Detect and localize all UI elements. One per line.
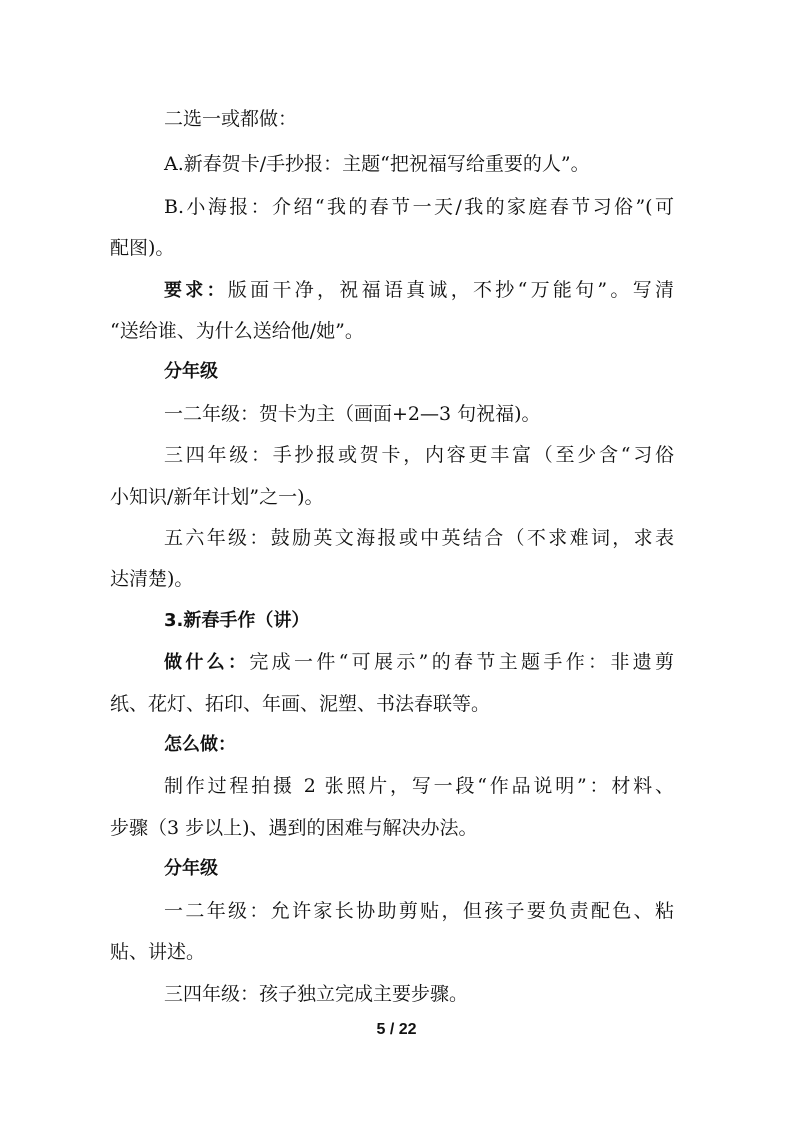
what-label: 做什么： xyxy=(164,652,250,673)
text-line: 五六年级：鼓励英文海报或中英结合（不求难词，求表 xyxy=(164,527,674,549)
text-line: 纸、花灯、拓印、年画、泥塑、书法春联等。 xyxy=(110,693,491,715)
text-line: B.小海报：介绍“我的春节一天/我的家庭春节习俗”(可 xyxy=(164,196,674,218)
text-line: 小知识/新年计划”之一)。 xyxy=(110,486,324,508)
text-line: 步骤（3 步以上)、遇到的困难与解决办法。 xyxy=(110,817,478,839)
text-line: 三四年级：孩子独立完成主要步骤。 xyxy=(164,983,469,1005)
text-line: 一二年级：允许家长协助剪贴，但孩子要负责配色、粘 xyxy=(164,900,674,922)
requirement-text: 版面干净，祝福语真诚，不抄“万能句”。写清 xyxy=(227,279,674,301)
what-text: 完成一件“可展示”的春节主题手作：非遗剪 xyxy=(249,651,675,673)
requirement-label: 要求： xyxy=(164,280,228,301)
text-line: 制作过程拍摄 2 张照片，写一段“作品说明”：材料、 xyxy=(164,775,674,797)
text-line xyxy=(164,647,674,674)
section-heading: 分年级 xyxy=(164,858,218,879)
page-number: 5 / 22 xyxy=(376,1021,417,1038)
text-line: 一二年级：贺卡为主（画面+2—3 句祝福)。 xyxy=(164,403,541,425)
text-line xyxy=(164,275,674,302)
section-heading: 3.新春手作（讲） xyxy=(164,610,310,631)
text-line: 配图)。 xyxy=(110,237,175,259)
section-heading: 怎么做： xyxy=(164,734,236,755)
text-line: 三四年级：手抄报或贺卡，内容更丰富（至少含“习俗 xyxy=(164,444,674,466)
text-line: 二选一或都做： xyxy=(164,108,298,130)
text-line: “送给谁、为什么送给他/她”。 xyxy=(110,320,364,342)
section-heading: 分年级 xyxy=(164,361,218,382)
text-line: 贴、讲述。 xyxy=(110,941,206,963)
text-line: A.新春贺卡/手抄报：主题“把祝福写给重要的人”。 xyxy=(164,153,590,175)
text-line: 达清楚)。 xyxy=(110,568,194,590)
